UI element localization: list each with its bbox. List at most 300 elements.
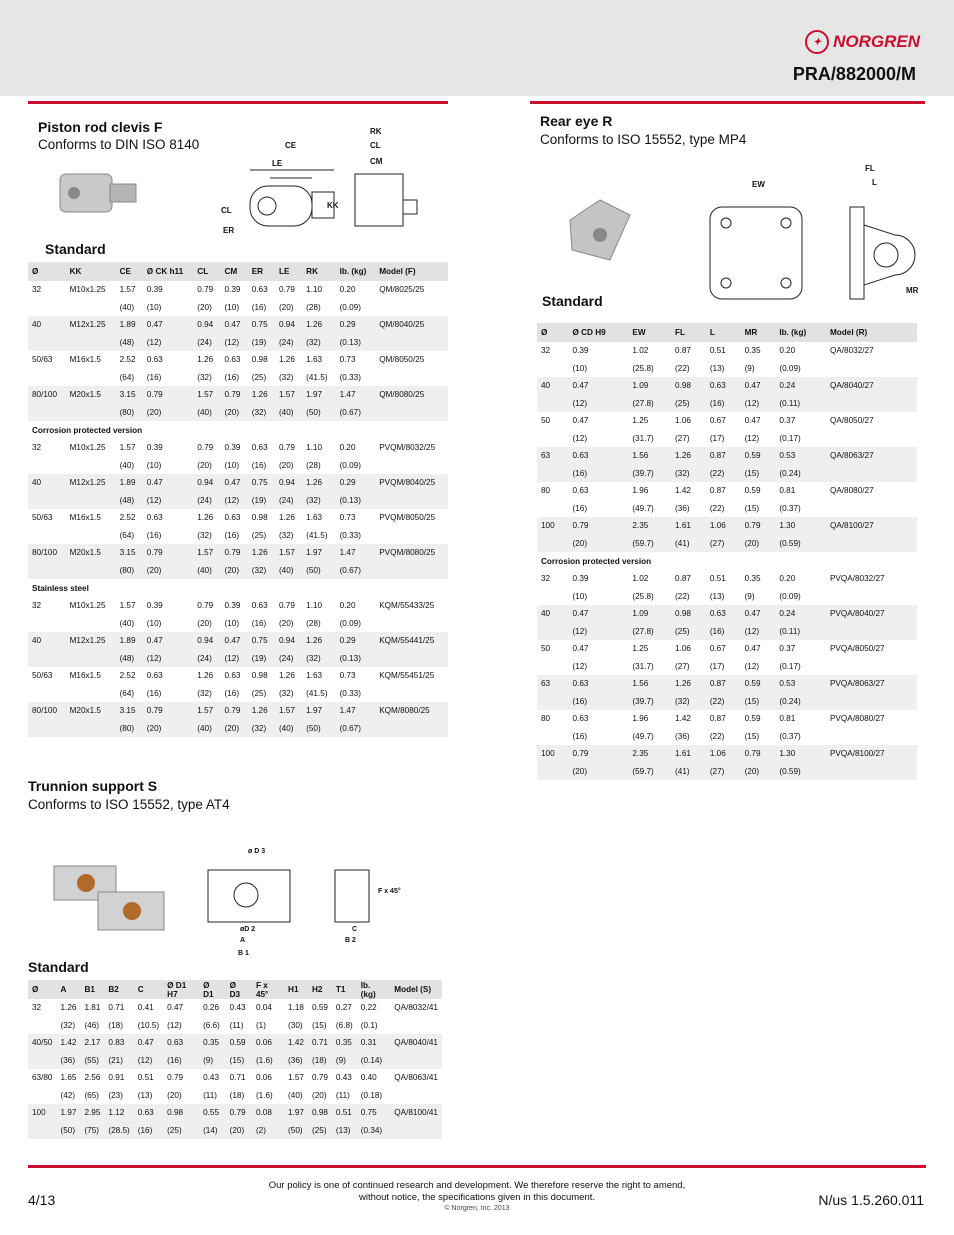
table-cell: (12) — [568, 623, 628, 641]
table-cell: (22) — [706, 728, 741, 746]
table-row — [537, 588, 917, 606]
column-header: B2 — [104, 980, 133, 999]
trunnion-photo — [50, 862, 170, 937]
table-cell: 3.15 — [116, 386, 143, 404]
table-cell: (32) — [275, 527, 302, 545]
column-header: H1 — [284, 980, 308, 999]
table-cell: (16) — [143, 527, 193, 545]
table-cell: 0.35 — [741, 570, 776, 588]
table-cell: 0.08 — [252, 1104, 284, 1122]
table-row — [28, 404, 448, 422]
column-header: FL — [671, 323, 706, 342]
svg-text:ø D 3: ø D 3 — [248, 848, 266, 855]
table-cell: (15) — [741, 465, 776, 483]
table-cell: (22) — [671, 588, 706, 606]
table-cell: (0.34) — [357, 1122, 390, 1140]
table-cell: 2.52 — [116, 509, 143, 527]
table-cell: (12) — [143, 650, 193, 668]
table-cell: 1.26 — [193, 509, 220, 527]
table-cell: (80) — [116, 720, 143, 738]
table-cell: 1.97 — [284, 1104, 308, 1122]
table-cell: 0.40 — [357, 1069, 390, 1087]
table-cell: (16) — [706, 395, 741, 413]
table-cell — [28, 369, 66, 387]
table-cell: (30) — [284, 1017, 308, 1035]
table-cell: (20) — [568, 763, 628, 781]
table-row — [28, 999, 442, 1017]
table-cell: 0.94 — [193, 474, 220, 492]
table-cell: (20) — [193, 299, 220, 317]
table-cell: 0.47 — [741, 377, 776, 395]
table-cell: 100 — [537, 745, 568, 763]
footer-note-line2: without notice, the specifications given in this document. — [358, 1192, 596, 1203]
table-cell: 32 — [28, 999, 57, 1017]
table-cell: 40 — [537, 377, 568, 395]
svg-text:ER: ER — [223, 226, 235, 235]
table-cell: 0.94 — [193, 632, 220, 650]
table-cell: 0.87 — [706, 482, 741, 500]
column-header: Ø — [28, 980, 57, 999]
table-cell: 0.35 — [199, 1034, 226, 1052]
table-cell: (2) — [252, 1122, 284, 1140]
document-reference: N/us 1.5.260.011 — [818, 1192, 924, 1208]
table-cell: 1.57 — [284, 1069, 308, 1087]
table-cell: (15) — [741, 728, 776, 746]
table-cell: 0.63 — [163, 1034, 199, 1052]
trunnion-standard-label: Standard — [28, 959, 89, 975]
table-cell: (21) — [104, 1052, 133, 1070]
table-cell — [66, 369, 116, 387]
table-cell: 50 — [537, 412, 568, 430]
table-cell: (20) — [741, 763, 776, 781]
table-cell: 0.47 — [741, 605, 776, 623]
table-cell: (32) — [275, 685, 302, 703]
table-cell: 50/63 — [28, 667, 66, 685]
table-cell: 1.26 — [275, 667, 302, 685]
table-cell: (20) — [143, 562, 193, 580]
table-cell — [375, 615, 448, 633]
column-header: ER — [248, 262, 275, 281]
table-cell: (12) — [568, 395, 628, 413]
table-cell: 100 — [537, 517, 568, 535]
section-label: Corrosion protected version — [28, 421, 448, 439]
table-row — [537, 482, 917, 500]
table-row — [28, 316, 448, 334]
table-cell: QA/8032/27 — [826, 342, 917, 360]
table-cell: (15) — [741, 500, 776, 518]
table-cell: 0.71 — [104, 999, 133, 1017]
table-cell: 0.87 — [671, 342, 706, 360]
table-cell — [28, 650, 66, 668]
table-cell: (31.7) — [628, 430, 671, 448]
table-cell: M20x1.5 — [66, 544, 116, 562]
table-row — [28, 386, 448, 404]
table-cell: 80 — [537, 482, 568, 500]
table-cell: 0.47 — [568, 605, 628, 623]
table-cell: (23) — [104, 1087, 133, 1105]
table-cell — [375, 562, 448, 580]
table-cell: (25) — [308, 1122, 332, 1140]
column-header: Ø CK h11 — [143, 262, 193, 281]
table-cell: (32) — [671, 465, 706, 483]
table-cell: M16x1.5 — [66, 351, 116, 369]
svg-text:LE: LE — [272, 159, 283, 168]
table-cell: (20) — [226, 1122, 252, 1140]
table-cell: 0.20 — [775, 342, 826, 360]
table-cell: 1.26 — [248, 386, 275, 404]
table-cell: (0.1) — [357, 1017, 390, 1035]
table-cell: (40) — [116, 299, 143, 317]
table-cell — [28, 562, 66, 580]
table-cell: 3.15 — [116, 702, 143, 720]
table-cell: QM/8040/25 — [375, 316, 448, 334]
table-cell: (16) — [568, 728, 628, 746]
table-cell: (12) — [143, 334, 193, 352]
table-cell: 1.06 — [671, 412, 706, 430]
table-cell: 0.63 — [221, 509, 248, 527]
table-cell: (20) — [221, 720, 248, 738]
table-cell: 0.26 — [199, 999, 226, 1017]
table-cell: (15) — [308, 1017, 332, 1035]
table-row — [28, 457, 448, 475]
table-header-row — [28, 262, 448, 281]
table-cell — [537, 728, 568, 746]
table-cell: (0.09) — [336, 457, 376, 475]
table-cell: (19) — [248, 492, 275, 510]
table-cell: (25) — [248, 527, 275, 545]
table-cell: 0.20 — [775, 570, 826, 588]
table-cell: 1.63 — [302, 351, 335, 369]
table-cell: QA/8050/27 — [826, 412, 917, 430]
table-cell: (27) — [671, 430, 706, 448]
table-cell: 1.26 — [275, 509, 302, 527]
table-row — [28, 351, 448, 369]
table-cell: 1.97 — [302, 702, 335, 720]
table-cell — [826, 763, 917, 781]
table-cell: 0.79 — [163, 1069, 199, 1087]
table-cell: (27) — [706, 763, 741, 781]
table-cell: (12) — [163, 1017, 199, 1035]
table-cell: 0.79 — [193, 439, 220, 457]
table-cell: 1.89 — [116, 474, 143, 492]
table-cell — [28, 457, 66, 475]
table-cell: 40 — [28, 632, 66, 650]
table-cell: QA/8040/41 — [390, 1034, 442, 1052]
table-cell: (1) — [252, 1017, 284, 1035]
table-cell: 1.26 — [275, 351, 302, 369]
table-cell: (20) — [193, 457, 220, 475]
table-cell: 0.75 — [248, 316, 275, 334]
table-cell: PVQM/8032/25 — [375, 439, 448, 457]
table-cell — [28, 720, 66, 738]
table-cell: (9) — [199, 1052, 226, 1070]
table-cell: 1.97 — [57, 1104, 81, 1122]
table-cell: PVQA/8032/27 — [826, 570, 917, 588]
table-cell: (12) — [221, 650, 248, 668]
table-cell: (20) — [143, 404, 193, 422]
table-cell: (0.13) — [336, 492, 376, 510]
table-cell: 1.09 — [628, 377, 671, 395]
table-cell — [28, 404, 66, 422]
clevis-drawing — [215, 128, 425, 238]
svg-text:CE: CE — [285, 141, 297, 150]
table-cell: 1.89 — [116, 316, 143, 334]
table-cell: (20) — [221, 404, 248, 422]
table-cell: (0.11) — [775, 395, 826, 413]
table-cell: 0.63 — [248, 439, 275, 457]
table-row — [537, 412, 917, 430]
table-cell: (64) — [116, 369, 143, 387]
table-cell: 63/80 — [28, 1069, 57, 1087]
table-row — [537, 447, 917, 465]
table-cell: (0.67) — [336, 404, 376, 422]
table-cell: M10x1.25 — [66, 597, 116, 615]
table-cell: (50) — [302, 404, 335, 422]
table-cell: (16) — [221, 527, 248, 545]
table-cell: 0.39 — [143, 439, 193, 457]
column-header: LE — [275, 262, 302, 281]
table-cell — [66, 334, 116, 352]
table-row — [28, 544, 448, 562]
table-cell: 1.97 — [302, 544, 335, 562]
table-cell: PVQM/8040/25 — [375, 474, 448, 492]
table-cell: (32) — [671, 693, 706, 711]
table-cell — [826, 588, 917, 606]
table-cell: 0.71 — [308, 1034, 332, 1052]
table-cell: 1.57 — [116, 439, 143, 457]
table-row — [537, 500, 917, 518]
table-cell: (32) — [248, 404, 275, 422]
table-cell: 0.59 — [741, 447, 776, 465]
table-cell: (6.6) — [199, 1017, 226, 1035]
table-cell — [390, 1017, 442, 1035]
table-row — [28, 1017, 442, 1035]
table-row — [28, 615, 448, 633]
table-cell: 1.96 — [628, 710, 671, 728]
table-header-row — [28, 980, 442, 999]
table-cell: 0.79 — [143, 386, 193, 404]
table-cell: (27.8) — [628, 623, 671, 641]
table-cell: 1.25 — [628, 640, 671, 658]
table-cell: (10) — [221, 615, 248, 633]
table-cell: (10) — [143, 299, 193, 317]
table-cell: (31.7) — [628, 658, 671, 676]
table-cell: PVQA/8040/27 — [826, 605, 917, 623]
table-cell: 1.57 — [275, 386, 302, 404]
table-row — [28, 369, 448, 387]
table-cell: 0.63 — [248, 597, 275, 615]
table-cell: M10x1.25 — [66, 439, 116, 457]
table-cell: (0.37) — [775, 728, 826, 746]
table-cell: (0.33) — [336, 369, 376, 387]
table-cell: (12) — [741, 623, 776, 641]
table-cell: 0.63 — [706, 605, 741, 623]
table-cell: 1.61 — [671, 517, 706, 535]
table-cell: (16) — [248, 299, 275, 317]
table-cell: 1.63 — [302, 667, 335, 685]
svg-text:CL: CL — [221, 206, 232, 215]
table-cell: 1.09 — [628, 605, 671, 623]
table-cell: (0.14) — [357, 1052, 390, 1070]
table-cell — [537, 500, 568, 518]
table-cell — [66, 685, 116, 703]
table-cell: 2.35 — [628, 745, 671, 763]
table-cell — [28, 299, 66, 317]
column-header: lb. (kg) — [336, 262, 376, 281]
table-cell: (20) — [221, 562, 248, 580]
table-cell: (22) — [706, 693, 741, 711]
table-cell: (65) — [80, 1087, 104, 1105]
table-cell: 0.51 — [706, 570, 741, 588]
table-cell: (11) — [226, 1017, 252, 1035]
table-row — [28, 439, 448, 457]
table-cell: 0.39 — [221, 439, 248, 457]
table-cell: (50) — [302, 562, 335, 580]
column-header: Ø CD H9 — [568, 323, 628, 342]
table-cell: (36) — [671, 728, 706, 746]
table-cell: QA/8100/41 — [390, 1104, 442, 1122]
svg-text:CM: CM — [370, 157, 383, 166]
table-cell: (10) — [568, 588, 628, 606]
table-cell: 50 — [537, 640, 568, 658]
clevis-photo — [52, 160, 142, 230]
table-cell: 1.26 — [302, 632, 335, 650]
table-cell: (48) — [116, 492, 143, 510]
table-cell: 1.06 — [706, 517, 741, 535]
table-cell: 1.06 — [671, 640, 706, 658]
table-row — [28, 1087, 442, 1105]
table-cell: (64) — [116, 685, 143, 703]
table-cell: 2.56 — [80, 1069, 104, 1087]
page-number: 4/13 — [28, 1192, 56, 1208]
table-cell — [537, 623, 568, 641]
table-cell: 0.43 — [226, 999, 252, 1017]
table-cell: (0.24) — [775, 465, 826, 483]
table-cell: 0.37 — [775, 412, 826, 430]
brand-name: NORGREN — [833, 32, 920, 51]
column-header: CL — [193, 262, 220, 281]
table-cell: (12) — [221, 492, 248, 510]
table-cell: 2.95 — [80, 1104, 104, 1122]
table-cell — [66, 650, 116, 668]
table-cell: 1.57 — [116, 597, 143, 615]
table-cell: 1.56 — [628, 675, 671, 693]
table-cell: 1.57 — [275, 544, 302, 562]
table-cell: (18) — [226, 1087, 252, 1105]
table-cell: 0.47 — [741, 412, 776, 430]
table-cell: 0.47 — [568, 412, 628, 430]
table-cell: (32) — [248, 720, 275, 738]
table-cell: M12x1.25 — [66, 632, 116, 650]
table-cell: (24) — [275, 492, 302, 510]
table-cell — [537, 693, 568, 711]
table-header-row — [537, 323, 917, 342]
table-cell: QM/8050/25 — [375, 351, 448, 369]
table-cell: 0.22 — [357, 999, 390, 1017]
table-cell: 0.06 — [252, 1034, 284, 1052]
table-cell: (24) — [193, 334, 220, 352]
table-row — [28, 334, 448, 352]
svg-text:B 1: B 1 — [238, 950, 249, 957]
table-row — [537, 605, 917, 623]
table-cell: 0.98 — [671, 605, 706, 623]
table-cell: 1.26 — [302, 316, 335, 334]
table-cell: (80) — [116, 404, 143, 422]
column-header: Model (R) — [826, 323, 917, 342]
table-row — [28, 720, 448, 738]
table-cell: 0.94 — [275, 474, 302, 492]
table-cell: 50/63 — [28, 351, 66, 369]
table-cell: 1.96 — [628, 482, 671, 500]
table-row — [537, 745, 917, 763]
table-cell — [375, 720, 448, 738]
table-cell: (24) — [275, 650, 302, 668]
table-cell — [826, 395, 917, 413]
section-row — [28, 421, 448, 439]
table-cell: 0.79 — [275, 597, 302, 615]
table-cell: 1.63 — [302, 509, 335, 527]
table-cell: 40/50 — [28, 1034, 57, 1052]
table-cell: KQM/55451/25 — [375, 667, 448, 685]
table-cell: 0.98 — [248, 351, 275, 369]
column-header: CM — [221, 262, 248, 281]
table-cell: 0.79 — [741, 745, 776, 763]
table-row — [537, 658, 917, 676]
table-cell: 1.10 — [302, 281, 335, 299]
table-row — [537, 342, 917, 360]
table-cell: (16) — [248, 615, 275, 633]
svg-text:C: C — [352, 926, 358, 933]
table-cell: 1.42 — [671, 482, 706, 500]
table-row — [537, 623, 917, 641]
table-cell: 0.79 — [193, 597, 220, 615]
table-cell: (12) — [741, 430, 776, 448]
reareye-subtitle: Conforms to ISO 15552, type MP4 — [540, 132, 747, 147]
table-cell: 0.63 — [134, 1104, 163, 1122]
table-cell: 1.65 — [57, 1069, 81, 1087]
table-cell: 1.26 — [671, 675, 706, 693]
column-header: lb. (kg) — [357, 980, 390, 999]
table-cell: 0.63 — [221, 667, 248, 685]
table-cell — [66, 404, 116, 422]
table-cell: 2.52 — [116, 351, 143, 369]
table-cell: (20) — [163, 1087, 199, 1105]
column-header: CE — [116, 262, 143, 281]
table-cell: QA/8032/41 — [390, 999, 442, 1017]
table-cell — [66, 492, 116, 510]
table-cell: 1.89 — [116, 632, 143, 650]
svg-text:F x 45°: F x 45° — [378, 888, 401, 895]
table-cell: 0.71 — [226, 1069, 252, 1087]
table-cell: 63 — [537, 447, 568, 465]
table-cell: 1.26 — [302, 474, 335, 492]
table-cell — [537, 360, 568, 378]
column-header: C — [134, 980, 163, 999]
table-cell — [28, 685, 66, 703]
svg-text:RK: RK — [370, 128, 382, 136]
table-cell: (9) — [741, 588, 776, 606]
table-cell — [537, 535, 568, 553]
trunnion-drawing — [200, 845, 410, 960]
table-cell: 1.02 — [628, 570, 671, 588]
table-row — [28, 685, 448, 703]
table-cell: (32) — [248, 562, 275, 580]
table-cell: 0.20 — [336, 439, 376, 457]
table-cell: (0.67) — [336, 720, 376, 738]
table-cell: QA/8100/27 — [826, 517, 917, 535]
table-row — [28, 597, 448, 615]
table-cell: 0.94 — [275, 632, 302, 650]
